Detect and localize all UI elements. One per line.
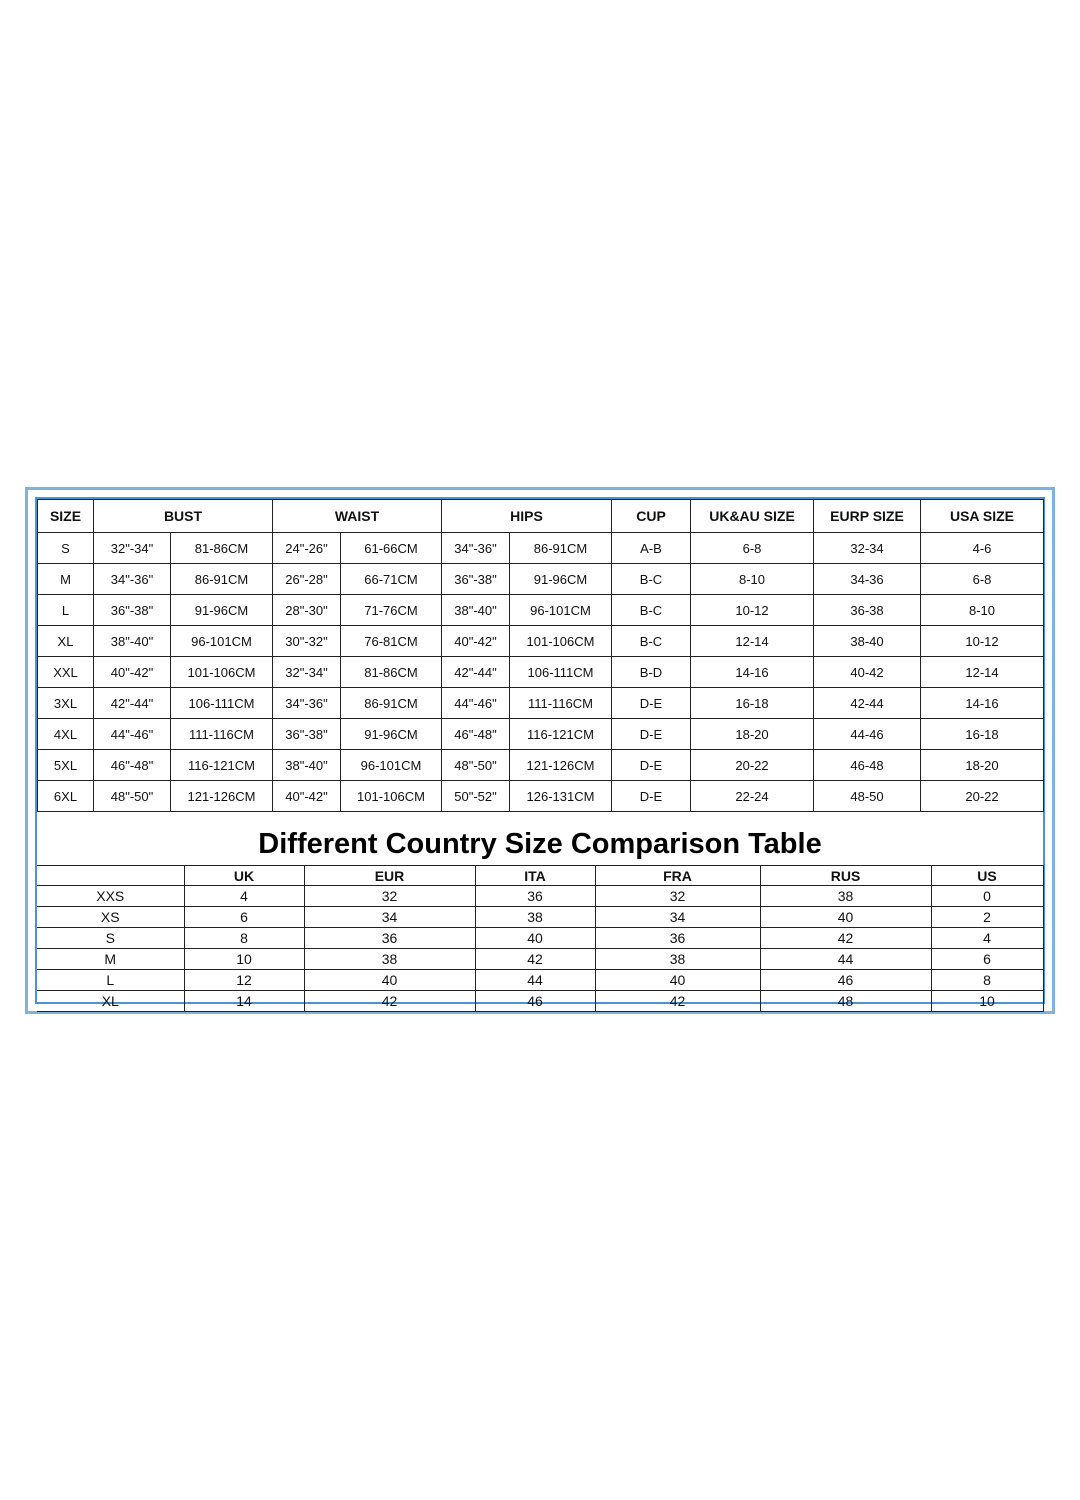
size-cell: M [38,564,94,595]
cup-cell: A-B [612,533,691,564]
country-comparison-table [37,865,1044,1012]
header-eur: EUR [304,866,475,886]
us-cell: 10 [931,991,1043,1012]
header-cup: CUP [612,500,691,533]
uk-cell: 4 [184,886,304,907]
bust-cm-cell: 101-106CM [171,657,273,688]
hips-cm-cell: 111-116CM [510,688,612,719]
size-cell: M [37,949,184,970]
table-row [37,928,1043,949]
header-rus: RUS [760,866,931,886]
table-row [38,595,1044,626]
table-row [38,781,1044,812]
header-size: SIZE [38,500,94,533]
eurp-size-cell: 38-40 [814,626,921,657]
uk-cell: 10 [184,949,304,970]
waist-inch-cell: 34"-36" [273,688,341,719]
bust-inch-cell: 38"-40" [94,626,171,657]
usa-size-cell: 12-14 [921,657,1044,688]
cup-cell: B-C [612,564,691,595]
fra-cell: 38 [595,949,760,970]
hips-cm-cell: 116-121CM [510,719,612,750]
table-row [38,657,1044,688]
waist-inch-cell: 28"-30" [273,595,341,626]
usa-size-cell: 14-16 [921,688,1044,719]
table-row [38,719,1044,750]
bust-cm-cell: 86-91CM [171,564,273,595]
hips-inch-cell: 46"-48" [442,719,510,750]
uk-au-size-cell: 18-20 [691,719,814,750]
hips-cm-cell: 126-131CM [510,781,612,812]
hips-inch-cell: 34"-36" [442,533,510,564]
ita-cell: 42 [475,949,595,970]
eur-cell: 36 [304,928,475,949]
size-cell: L [38,595,94,626]
waist-cm-cell: 96-101CM [341,750,442,781]
bust-inch-cell: 46"-48" [94,750,171,781]
size-chart-inner-frame [35,497,1045,1009]
table-row [38,626,1044,657]
header-fra: FRA [595,866,760,886]
eur-cell: 42 [304,991,475,1012]
comparison-table-title: Different Country Size Comparison Table [258,828,822,860]
table-row [38,688,1044,719]
size-cell: 4XL [38,719,94,750]
rus-cell: 42 [760,928,931,949]
bust-cm-cell: 81-86CM [171,533,273,564]
cup-cell: B-D [612,657,691,688]
usa-size-cell: 16-18 [921,719,1044,750]
us-cell: 6 [931,949,1043,970]
size-cell: 5XL [38,750,94,781]
uk-au-size-cell: 10-12 [691,595,814,626]
uk-au-size-cell: 8-10 [691,564,814,595]
bust-inch-cell: 44"-46" [94,719,171,750]
waist-cm-cell: 61-66CM [341,533,442,564]
size-table-header-row [38,500,1044,533]
usa-size-cell: 20-22 [921,781,1044,812]
fra-cell: 40 [595,970,760,991]
eur-cell: 32 [304,886,475,907]
header-us: US [931,866,1043,886]
hips-inch-cell: 50"-52" [442,781,510,812]
ita-cell: 38 [475,907,595,928]
cup-cell: B-C [612,595,691,626]
header-waist: WAIST [273,500,442,533]
eur-cell: 40 [304,970,475,991]
table-row [37,907,1043,928]
usa-size-cell: 18-20 [921,750,1044,781]
hips-inch-cell: 36"-38" [442,564,510,595]
uk-au-size-cell: 16-18 [691,688,814,719]
cup-cell: D-E [612,750,691,781]
uk-cell: 12 [184,970,304,991]
hips-inch-cell: 38"-40" [442,595,510,626]
header-usa-size: USA SIZE [921,500,1044,533]
size-cell: S [38,533,94,564]
bust-cm-cell: 96-101CM [171,626,273,657]
rus-cell: 40 [760,907,931,928]
hips-inch-cell: 42"-44" [442,657,510,688]
bust-inch-cell: 42"-44" [94,688,171,719]
size-chart-outer-frame [25,487,1055,1014]
waist-cm-cell: 66-71CM [341,564,442,595]
size-cell: S [37,928,184,949]
rus-cell: 44 [760,949,931,970]
eurp-size-cell: 34-36 [814,564,921,595]
us-cell: 2 [931,907,1043,928]
waist-cm-cell: 86-91CM [341,688,442,719]
uk-cell: 8 [184,928,304,949]
bust-cm-cell: 116-121CM [171,750,273,781]
waist-inch-cell: 38"-40" [273,750,341,781]
uk-au-size-cell: 14-16 [691,657,814,688]
header-uk-au-size: UK&AU SIZE [691,500,814,533]
size-measurement-table [37,499,1044,812]
ita-cell: 36 [475,886,595,907]
ita-cell: 44 [475,970,595,991]
eurp-size-cell: 36-38 [814,595,921,626]
fra-cell: 34 [595,907,760,928]
bust-inch-cell: 34"-36" [94,564,171,595]
size-cell: 3XL [38,688,94,719]
bust-cm-cell: 91-96CM [171,595,273,626]
eurp-size-cell: 44-46 [814,719,921,750]
waist-inch-cell: 40"-42" [273,781,341,812]
header-ita: ITA [475,866,595,886]
us-cell: 0 [931,886,1043,907]
eur-cell: 34 [304,907,475,928]
eurp-size-cell: 42-44 [814,688,921,719]
hips-inch-cell: 40"-42" [442,626,510,657]
size-cell: XL [37,991,184,1012]
waist-cm-cell: 91-96CM [341,719,442,750]
table-row [37,949,1043,970]
hips-cm-cell: 101-106CM [510,626,612,657]
waist-inch-cell: 32"-34" [273,657,341,688]
fra-cell: 36 [595,928,760,949]
size-cell: 6XL [38,781,94,812]
header-hips: HIPS [442,500,612,533]
bust-cm-cell: 111-116CM [171,719,273,750]
waist-cm-cell: 71-76CM [341,595,442,626]
fra-cell: 42 [595,991,760,1012]
bust-cm-cell: 106-111CM [171,688,273,719]
table-row [38,533,1044,564]
table-row [38,564,1044,595]
cup-cell: B-C [612,626,691,657]
header-size-label [37,866,184,886]
waist-inch-cell: 30"-32" [273,626,341,657]
bust-inch-cell: 48"-50" [94,781,171,812]
size-cell: XL [38,626,94,657]
size-cell: L [37,970,184,991]
table-row [37,970,1043,991]
rus-cell: 46 [760,970,931,991]
waist-inch-cell: 26"-28" [273,564,341,595]
us-cell: 8 [931,970,1043,991]
uk-au-size-cell: 12-14 [691,626,814,657]
table-row [37,991,1043,1012]
usa-size-cell: 8-10 [921,595,1044,626]
uk-au-size-cell: 6-8 [691,533,814,564]
size-cell: XS [37,907,184,928]
country-table-header-row [37,866,1043,886]
header-bust: BUST [94,500,273,533]
hips-cm-cell: 91-96CM [510,564,612,595]
uk-cell: 6 [184,907,304,928]
eurp-size-cell: 46-48 [814,750,921,781]
size-cell: XXL [38,657,94,688]
bust-cm-cell: 121-126CM [171,781,273,812]
usa-size-cell: 4-6 [921,533,1044,564]
ita-cell: 40 [475,928,595,949]
hips-cm-cell: 96-101CM [510,595,612,626]
usa-size-cell: 6-8 [921,564,1044,595]
bust-inch-cell: 32"-34" [94,533,171,564]
table-row [38,750,1044,781]
uk-au-size-cell: 22-24 [691,781,814,812]
waist-cm-cell: 76-81CM [341,626,442,657]
fra-cell: 32 [595,886,760,907]
bust-inch-cell: 40"-42" [94,657,171,688]
hips-cm-cell: 121-126CM [510,750,612,781]
eurp-size-cell: 32-34 [814,533,921,564]
table-row [37,886,1043,907]
header-uk: UK [184,866,304,886]
size-cell: XXS [37,886,184,907]
uk-cell: 14 [184,991,304,1012]
cup-cell: D-E [612,719,691,750]
waist-cm-cell: 81-86CM [341,657,442,688]
hips-cm-cell: 106-111CM [510,657,612,688]
rus-cell: 48 [760,991,931,1012]
cup-cell: D-E [612,781,691,812]
us-cell: 4 [931,928,1043,949]
cup-cell: D-E [612,688,691,719]
hips-cm-cell: 86-91CM [510,533,612,564]
waist-cm-cell: 101-106CM [341,781,442,812]
header-eurp-size: EURP SIZE [814,500,921,533]
waist-inch-cell: 36"-38" [273,719,341,750]
hips-inch-cell: 48"-50" [442,750,510,781]
uk-au-size-cell: 20-22 [691,750,814,781]
waist-inch-cell: 24"-26" [273,533,341,564]
ita-cell: 46 [475,991,595,1012]
eurp-size-cell: 48-50 [814,781,921,812]
bust-inch-cell: 36"-38" [94,595,171,626]
rus-cell: 38 [760,886,931,907]
hips-inch-cell: 44"-46" [442,688,510,719]
eur-cell: 38 [304,949,475,970]
eurp-size-cell: 40-42 [814,657,921,688]
usa-size-cell: 10-12 [921,626,1044,657]
